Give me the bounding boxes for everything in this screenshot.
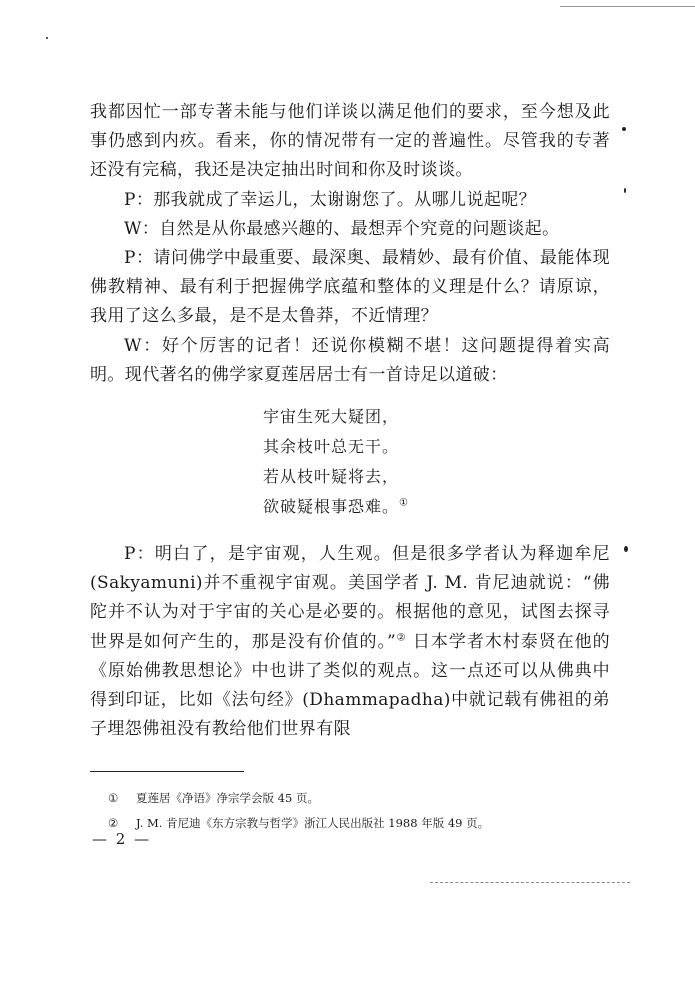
paragraph-2: P：那我就成了幸运儿，太谢谢您了。从哪儿说起呢？ xyxy=(124,189,537,210)
scan-speck xyxy=(624,188,626,193)
scan-speck xyxy=(622,127,626,131)
scan-edge-line xyxy=(430,882,630,883)
paragraph-5: W：好个厉害的记者！还说你模糊不堪！这问题提得着实高明。现代著名的佛学家夏莲居居士有一首诗足以道破： xyxy=(90,335,610,385)
poem-line-3: 若从枝叶疑将去， xyxy=(263,467,400,486)
scan-edge-line xyxy=(560,6,695,7)
footnote-divider xyxy=(90,771,244,772)
poem-line-1: 宇宙生死大疑团， xyxy=(263,407,400,426)
poem-line-4 xyxy=(263,492,409,522)
footnote-ref-1: ① xyxy=(399,497,409,509)
poem-line-2: 其余枝叶总无干。 xyxy=(263,437,400,456)
paragraph-1: 我都因忙一部专著未能与他们详谈以满足他们的要求，至今想及此事仍感到内疚。看来，你的情况带有一定的普遍性。尽管我的专著还没有完稿，我还是决定抽出时间和你及时谈谈。 xyxy=(90,102,610,181)
main-text-upper xyxy=(90,98,610,390)
footnote-2-mark: ② xyxy=(108,816,119,830)
scan-speck xyxy=(624,546,628,552)
footnote-1-mark: ① xyxy=(108,791,119,805)
main-text-lower xyxy=(90,540,610,744)
poem-quote xyxy=(263,402,409,522)
footnote-1-text: 夏莲居《净语》净宗学会版 45 页。 xyxy=(136,791,319,805)
footnotes xyxy=(108,786,489,836)
poem-line-4-text: 欲破疑根事恐难。 xyxy=(263,497,400,516)
paragraph-3: W：自然是从你最感兴趣的、最想弄个究竟的问题谈起。 xyxy=(124,218,560,239)
paragraph-4: P：请问佛学中最重要、最深奥、最精妙、最有价值、最能体现佛教精神、最有利于把握佛学底蕴和整体的义理是什么？请原谅，我用了这么多最，是不是太鲁莽，不近情理？ xyxy=(90,248,610,327)
footnote-1 xyxy=(108,786,489,811)
paragraph-6-part-a: P：明白了，是宇宙观，人生观。但是很多学者认为释迦牟尼(Sakyamuni)并不重视宇宙观。美国学者 J. M. 肯尼迪就说：“佛陀并不认为对于宇宙的关心是必要的。根据他的意见，试图去探寻世界是如何产生的，那是没有价值的。” xyxy=(90,544,610,652)
footnote-2-text: J. M. 肯尼迪《东方宗教与哲学》浙江人民出版社 1988 年版 49 页。 xyxy=(136,816,490,830)
page-number: — 2 — xyxy=(92,830,152,848)
footnote-2 xyxy=(108,811,489,836)
scan-speck xyxy=(46,37,48,39)
paragraph-6 xyxy=(90,540,610,744)
paragraph-6-part-b: 日本学者木村泰贤在他的《原始佛教思想论》中也讲了类似的观点。这一点还可以从佛典中得到印证，比如《法句经》(Dhammapadha)中就记载有佛祖的弟子埋怨佛祖没有教给他们世界有限 xyxy=(90,631,610,740)
footnote-ref-2: ② xyxy=(396,631,407,643)
